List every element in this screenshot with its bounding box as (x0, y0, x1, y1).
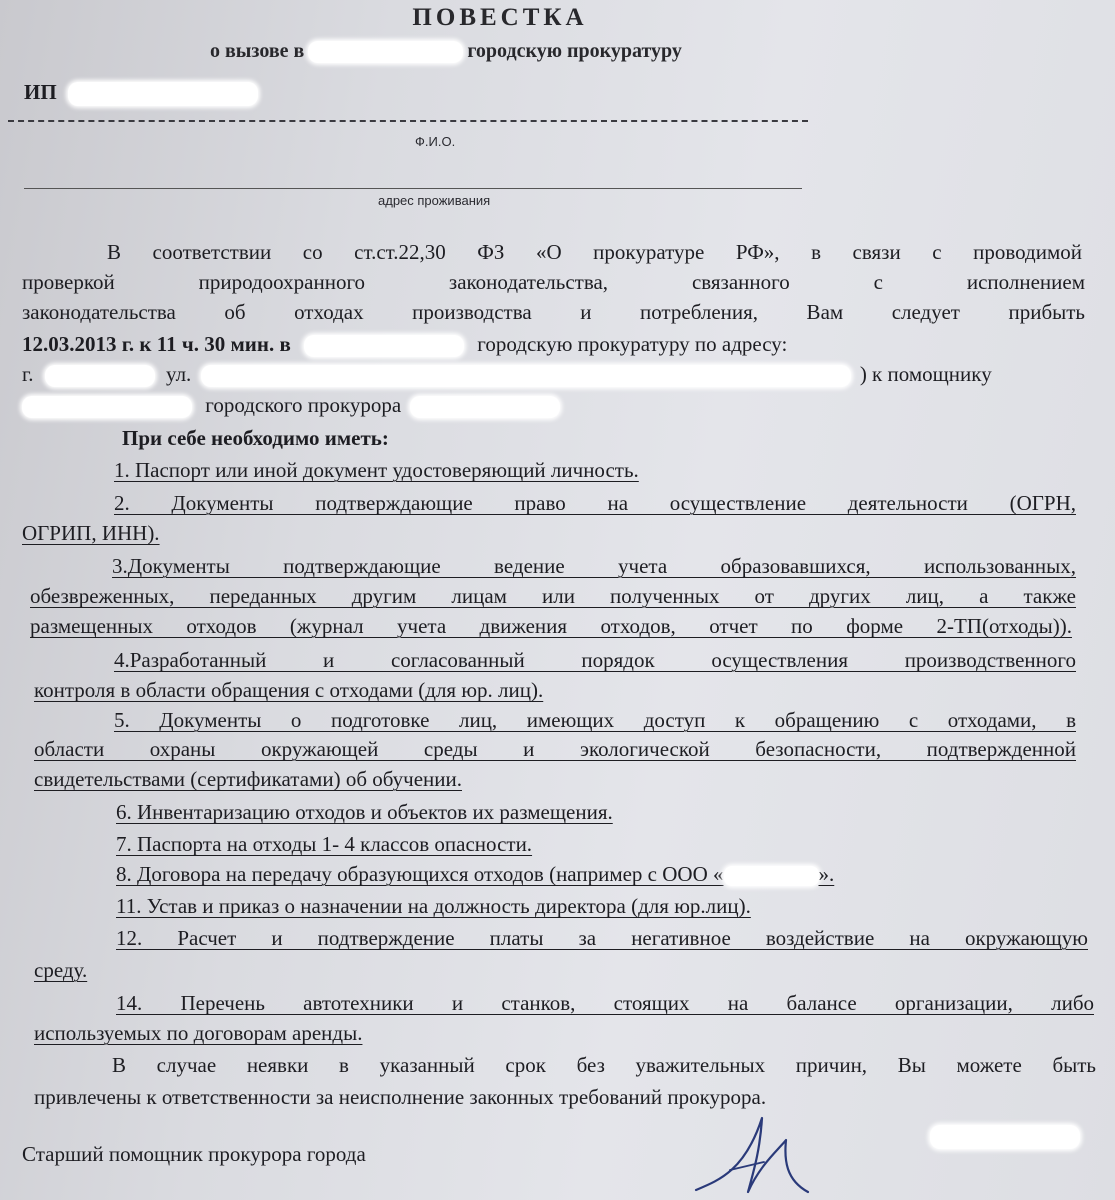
signature-image (690, 1110, 830, 1200)
subtitle-prefix: о вызове в (210, 40, 305, 62)
para-line: законодательства об отходах производства и потребления, Вам следует прибыть (22, 300, 1085, 324)
list-item: контроля в области обращения с отходами (для юр. лиц). (34, 678, 544, 702)
address-line (24, 188, 802, 189)
list-item: 5. Документы о подготовке лиц, имеющих доступ к обращению с отходами, в (114, 708, 1076, 732)
closing-line: В случае неявки в указанный срок без уважительных причин, Вы можете быть (112, 1053, 1096, 1077)
para-line: городского прокурора (22, 393, 560, 418)
document-subtitle (210, 40, 682, 63)
list-item: 1. Паспорт или иной документ удостоверяющий личность. (114, 458, 639, 482)
list-item: 4.Разработанный и согласованный порядок осуществления производственного (114, 648, 1076, 672)
ip-row (24, 80, 258, 106)
redaction (45, 365, 155, 387)
list-item: 3.Документы подтверждающие ведение учета образовавшихся, использованных, (112, 554, 1076, 578)
list-item: 12. Расчет и подтверждение платы за негативное воздействие на окружающую (116, 926, 1088, 950)
list-item: размещенных отходов (журнал учета движения отходов, отчет по форме 2-ТП(отходы)). (30, 614, 1072, 638)
list-item: 11. Устав и приказ о назначении на должность директора (для юр.лиц). (116, 894, 751, 918)
list-item: свидетельствами (сертификатами) об обучении. (34, 767, 462, 791)
list-item: обезвреженных, переданных другим лицам или полученных от других лиц, а также (30, 584, 1076, 608)
para-line: г. ул. ) к помощнику (22, 362, 992, 386)
redaction (304, 335, 464, 357)
signatory-title: Старший помощник прокурора города (22, 1142, 366, 1166)
list-item: используемых по договорам аренды. (34, 1021, 363, 1045)
subtitle-suffix: городскую прокуратуру (467, 40, 682, 62)
requirements-heading: При себе необходимо иметь: (122, 426, 389, 450)
ip-label: ИП (24, 80, 57, 104)
para-line: В соответствии со ст.ст.22,30 ФЗ «О прокуратуре РФ», в связи с проводимой (107, 240, 1082, 264)
address-caption: адрес проживания (378, 193, 491, 208)
list-item: 14. Перечень автотехники и станков, стоящих на балансе организации, либо (116, 991, 1094, 1015)
list-item: области охраны окружающей среды и экологической безопасности, подтвержденной (34, 737, 1076, 761)
fio-caption: Ф.И.О. (415, 134, 456, 149)
list-item: 6. Инвентаризацию отходов и объектов их размещения. (116, 800, 613, 824)
redaction (22, 396, 192, 418)
list-item: 2. Документы подтверждающие право на осуществление деятельности (ОГРН, (114, 491, 1076, 515)
list-item: среду. (34, 958, 88, 982)
redaction (724, 866, 819, 886)
fio-line (8, 120, 808, 122)
para-line: 12.03.2013 г. к 11 ч. 30 мин. в городскую прокуратуру по адресу: (22, 332, 788, 356)
closing-line: привлечены к ответственности за неисполнение законных требований прокурора. (34, 1085, 767, 1109)
list-item: ОГРИП, ИНН). (22, 521, 160, 545)
redaction (68, 82, 258, 106)
document-title: ПОВЕСТКА (412, 4, 588, 31)
redaction (201, 365, 851, 387)
list-item: 7. Паспорта на отходы 1- 4 классов опасности. (116, 832, 533, 856)
redaction (410, 396, 560, 418)
redaction (930, 1125, 1080, 1149)
appointment-date: 12.03.2013 г. к 11 ч. 30 мин. в (22, 332, 291, 356)
redaction (308, 41, 463, 63)
list-item: 8. Договора на передачу образующихся отходов (например с ООО « ». (116, 862, 835, 886)
para-line: проверкой природоохранного законодательства, связанного с исполнением (22, 270, 1085, 294)
